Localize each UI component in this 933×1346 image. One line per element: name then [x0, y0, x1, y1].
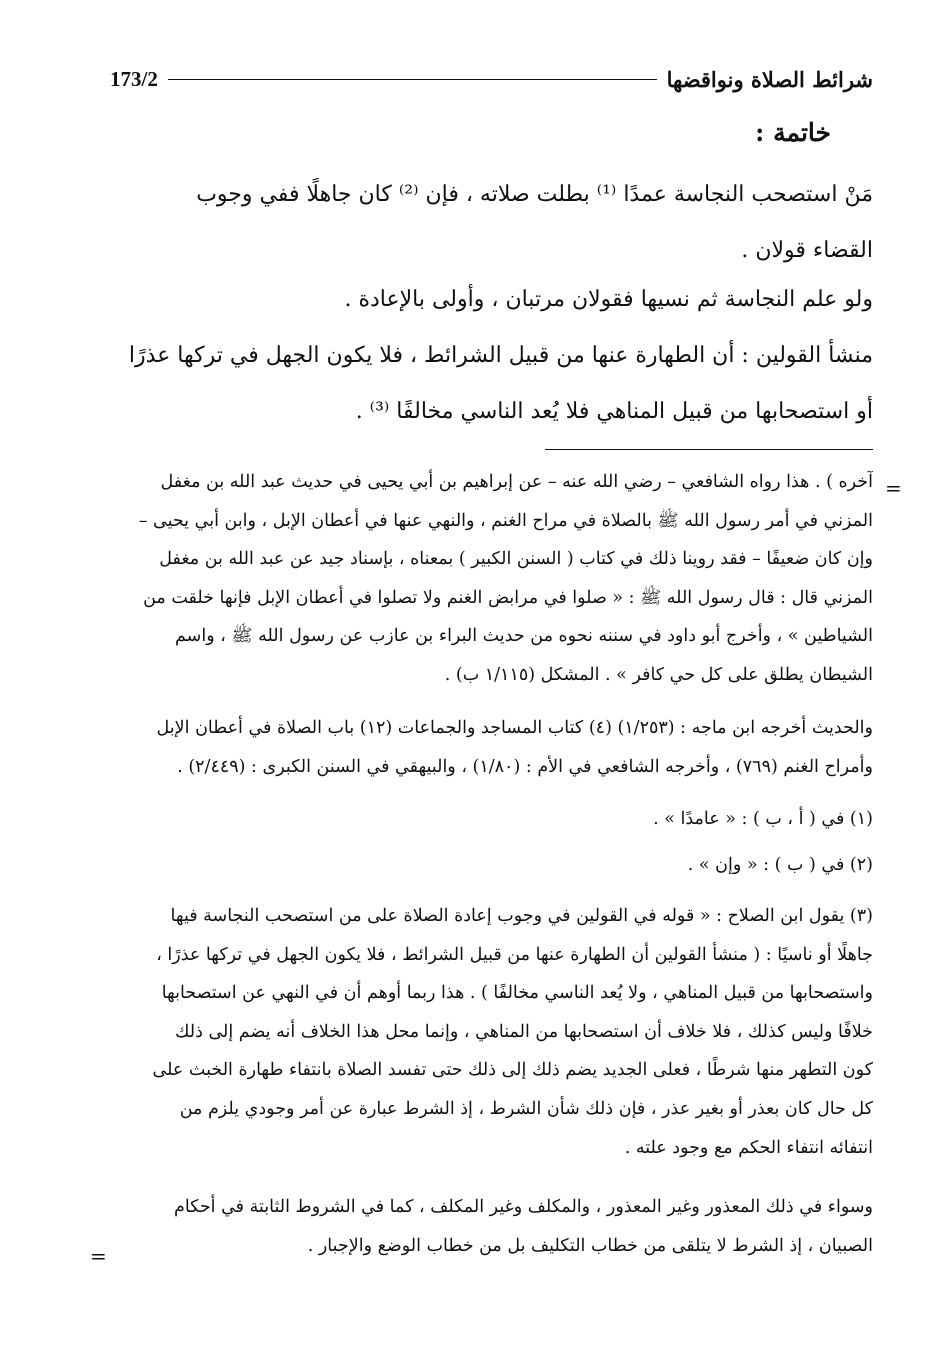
footnote-line: (١) في ( أ ، ب ) : « عامدًا » .: [653, 809, 873, 829]
footnote-line: كل حال كان بعذر أو بغير عذر ، فإن ذلك شأن الشرط ، إذ الشرط عبارة عن أمر وجودي يلزم من: [179, 1098, 873, 1119]
footnote-continuation: [106, 463, 873, 695]
footnote-line: الشياطين » ، وأخرج أبو داود في سننه نحوه من حديث البراء بن عازب عن رسول الله ﷺ ، واسم: [175, 626, 873, 647]
footnote-line: آخره ) . هذا رواه الشافعي – رضي الله عنه – عن إبراهيم بن أبي يحيى في حديث عبد الله بن مغفل: [160, 472, 873, 492]
header-rule: [168, 79, 657, 80]
page-header: [110, 62, 873, 96]
main-line: القضاء قولان .: [741, 238, 873, 263]
running-title: شرائط الصلاة ونواقضها: [666, 66, 873, 92]
footnote-line: خلافًا وليس كذلك ، فلا خلاف أن استصحابها من المناهي ، وإنما محل هذا الخلاف أنه يضم إلى ذلك: [175, 1021, 873, 1042]
footnote-hadith-sources: [106, 709, 873, 786]
page-number: 173/2: [110, 66, 158, 91]
footnote-divider: [545, 449, 873, 450]
footnote-line: (٢) في ( ب ) : « وإن » .: [687, 855, 873, 875]
footnote-line: المزني قال : قال رسول الله ﷺ : « صلوا في مرابض الغنم ولا تصلوا في أعطان الإبل فإنها خلقت من: [143, 587, 873, 608]
footnote-line: واستصحابها من قبيل المناهي ، ولا يُعد الناسي مخالفًا ) . هذا ربما أوهم أن في النهي عن استصحابها: [161, 983, 873, 1004]
footnote-line: جاهلًا أو ناسيًا : ( منشأ القولين أن الطهارة عنها من قبيل الشرائط ، فلا يكون الجهل في تركها عذرًا ،: [156, 944, 873, 965]
footnote-2: [106, 846, 873, 885]
footnote-line: وإن كان ضعيفًا – فقد روينا ذلك في كتاب ( السنن الكبير ) بمعناه ، بإسناد جيد عن عبد الله بن مغفل: [159, 549, 873, 570]
footnote-3: [106, 897, 873, 1167]
footnote-line: والحديث أخرجه ابن ماجه : (١/٢٥٣) (٤) كتاب المساجد والجماعات (١٢) باب الصلاة في أعطان الإبل: [156, 718, 873, 738]
section-title: خاتمة :: [755, 118, 831, 147]
main-paragraph-3: [108, 328, 873, 440]
main-line: منشأ القولين : أن الطهارة عنها من قبيل الشرائط ، فلا يكون الجهل في تركها عذرًا: [128, 343, 873, 368]
main-line: ولو علم النجاسة ثم نسيها فقولان مرتبان ، وأولى بالإعادة .: [344, 287, 873, 312]
footnote-line: الشيطان يطلق على كل حي كافر » . المشكل (١/١١٥ ب) .: [444, 664, 873, 685]
main-paragraph-1: [108, 167, 873, 279]
footnote-line: وسواء في ذلك المعذور وغير المعذور ، والمكلف وغير المكلف ، كما في الشروط الثابتة في أحكام: [174, 1197, 873, 1217]
main-paragraph-2: [108, 272, 873, 328]
footnote-line: انتفائه انتفاء الحكم مع وجود علته .: [624, 1137, 873, 1158]
footnote-line: المزني في أمر رسول الله ﷺ بالصلاة في مراح الغنم ، والنهي عنها في أعطان الإبل ، وابن أبي يحيى –: [138, 510, 873, 531]
continues-next-page-mark: =: [90, 1244, 107, 1268]
footnote-1: [106, 800, 873, 839]
footnote-3-continued: [106, 1188, 873, 1265]
main-line: أو استصحابها من قبيل المناهي فلا يُعد الناسي مخالفًا ⁽³⁾ .: [355, 399, 873, 424]
footnote-line: الصبيان ، إذ الشرط لا يتلقى من خطاب التكليف بل من خطاب الوضع والإجبار .: [307, 1235, 873, 1256]
main-line: مَنْ استصحب النجاسة عمدًا ⁽¹⁾ بطلت صلاته ، فإن ⁽²⁾ كان جاهلًا ففي وجوب: [196, 182, 873, 207]
footnote-line: (٣) يقول ابن الصلاح : « قوله في القولين في وجوب إعادة الصلاة على من استصحب النجاسة فيها: [170, 906, 873, 926]
footnote-line: وأمراح الغنم (٧٦٩) ، وأخرجه الشافعي في الأم : (١/٨٠) ، والبيهقي في السنن الكبرى : (٢/٤٤٩) .: [177, 756, 873, 777]
footnote-line: كون التطهر منها شرطًا ، فعلى الجديد يضم ذلك إلى ذلك حتى تفسد الصلاة بانتفاء طهارة الخبث على: [152, 1060, 873, 1081]
continuation-mark: =: [885, 476, 902, 500]
